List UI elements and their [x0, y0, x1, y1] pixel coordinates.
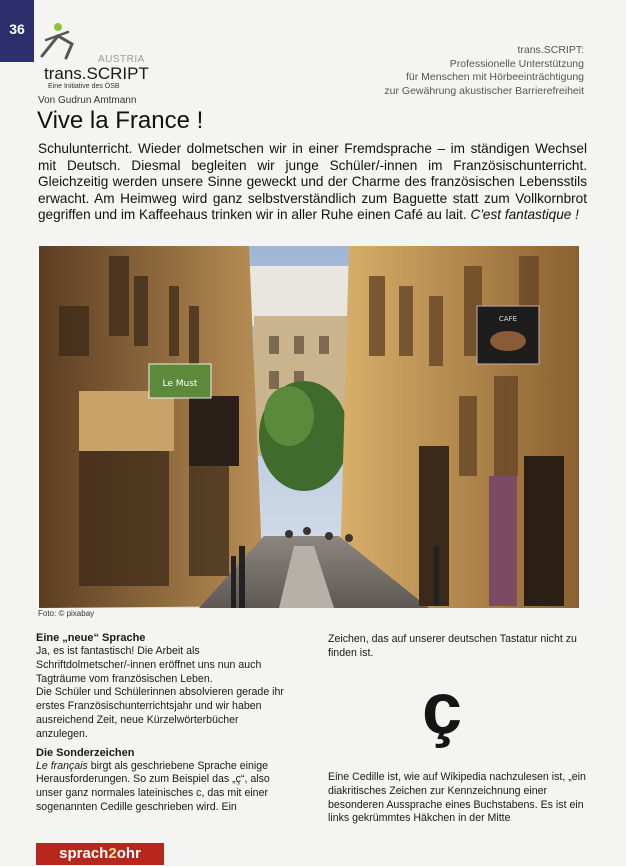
intro-italic: C'est fantastique !: [470, 207, 579, 223]
section1-paragraph-1: Ja, es ist fantastisch! Die Arbeit als Schriftdolmetscher/-innen eröffnet uns nun auch Tagträume vom französischen Leben.: [36, 645, 262, 685]
intro-paragraph: [38, 141, 587, 224]
section-heading-sonderzeichen: Die Sonderzeichen: [36, 746, 135, 759]
header-line-1: trans.SCRIPT:: [517, 44, 584, 56]
section-heading-neue-sprache: Eine „neue“ Sprache: [36, 632, 146, 644]
section1-paragraph-2: Die Schüler und Schülerinnen absolvieren gerade ihr erstes Französischunterrichtsjahr und wir haben ausreichend Zeit, neue Kürzelwörterbücher anzulegen.: [36, 686, 284, 740]
cedilla-glyph: ç: [422, 669, 463, 749]
author-byline: Von Gudrun Amtmann: [38, 95, 137, 106]
header-line-2: Professionelle Unterstützung: [449, 57, 584, 70]
header-line-4: zur Gewährung akustischer Barrierefreiheit: [384, 84, 584, 97]
photo-credit: Foto: © pixabay: [38, 609, 95, 618]
footer-logo-right: ohr: [116, 845, 141, 862]
header-line-3: für Menschen mit Hörbeeinträchtigung: [405, 71, 584, 83]
section2-paragraph-1: [36, 760, 292, 815]
logo-austria: AUSTRIA: [98, 54, 145, 65]
header-description: [384, 44, 584, 98]
intro-text: Schulunterricht. Wieder dolmetschen wir in einer Fremdsprache – im ständigen Wechsel mit Deutsch. Diesmal begleiten wir junge Schüler/-innen im Französischunterricht. Gleichzeitig werden unsere Sinne geweckt und der Charme des französischen Lebensstils erwacht. Am Heimweg wird ganz selbstverständlich zum Baguette statt zum Vollkornbrot gegriffen und im Kaffeehaus trinken wir in aller Ruhe einen Café au lait.: [38, 141, 587, 223]
section2-italic: Le français: [36, 759, 88, 772]
transcript-figure-icon: [38, 22, 98, 62]
logo-tagline: Eine Initiative des ÖSB: [48, 83, 120, 90]
photo-sign-cafe: CAFE: [498, 315, 518, 323]
footer-logo-left: sprach: [59, 845, 109, 862]
transcript-logo: [38, 22, 148, 94]
article-title: Vive la France !: [37, 107, 204, 134]
right-column-top: Zeichen, das auf unserer deutschen Tastatur nicht zu finden ist.: [328, 633, 577, 659]
right-column-bottom: Eine Cedille ist, wie auf Wikipedia nachzulesen ist, „ein diakritisches Zeichen zur Kennzeichnung einer besonderen Aussprache eines Buchstabens. Es ist ein links gekrümmtes Häkchen in der Mitte: [328, 771, 586, 825]
left-column: [36, 631, 292, 815]
photo-sign-le-must: Le Must: [162, 379, 198, 389]
footer-logo-mid: 2: [108, 845, 117, 862]
page-number: 36: [0, 0, 34, 62]
logo-brand: trans.SCRIPT: [44, 64, 149, 83]
street-photo: [39, 246, 579, 608]
sprach2ohr-logo: [36, 843, 164, 865]
section2-text: birgt als geschriebene Sprache einige Herausforderungen. So zum Beispiel das „ç“, also unser ganz normales lateinisches c, das mit einer sogenannten Cedille geschrieben wird. Ein: [36, 759, 270, 813]
